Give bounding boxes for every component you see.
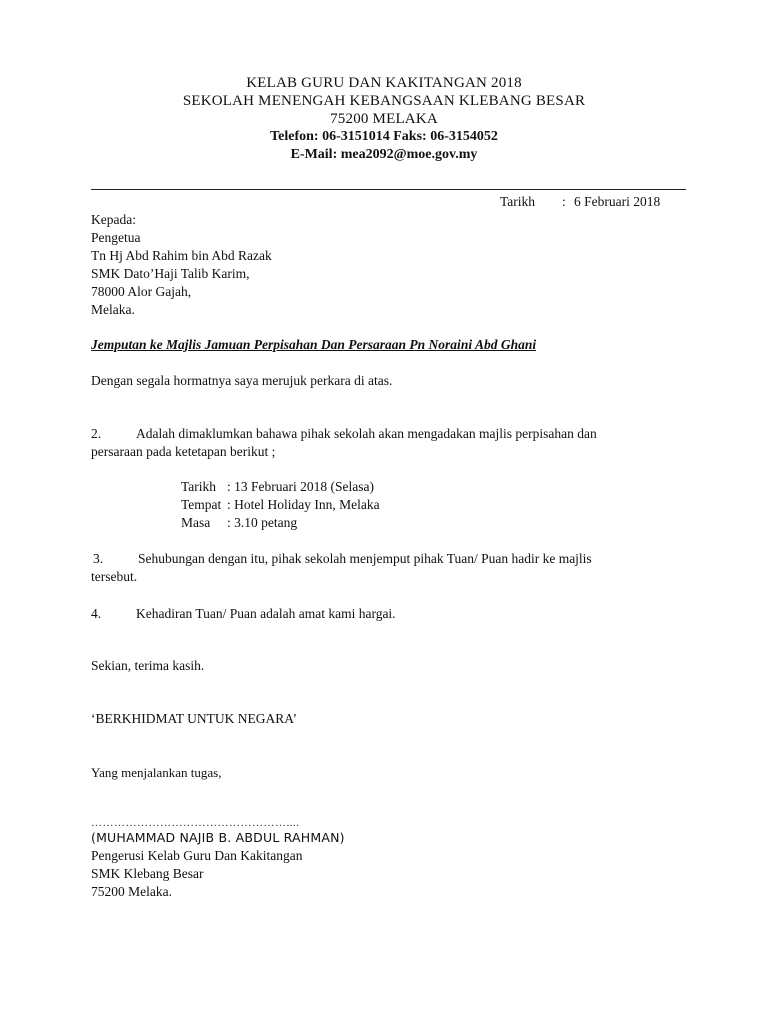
paragraph-3 — [93, 550, 592, 586]
signatory-name: (MUHAMMAD NAJIB B. ABDUL RAHMAN) — [91, 830, 345, 845]
opening-paragraph: Dengan segala hormatnya saya merujuk perkara di atas. — [91, 373, 393, 388]
recipient-line: Tn Hj Abd Rahim bin Abd Razak — [91, 248, 272, 263]
signatory-block — [91, 847, 302, 901]
phone-fax: Telefon: 06-3151014 Faks: 06-3154052 — [270, 129, 498, 144]
recipient-line: 78000 Alor Gajah, — [91, 284, 192, 299]
date-label: Tarikh — [500, 194, 536, 209]
paragraph-text: Adalah dimaklumkan bahawa pihak sekolah akan mengadakan majlis perpisahan dan — [136, 426, 597, 441]
signatory-school: SMK Klebang Besar — [91, 866, 204, 881]
duty-text: Yang menjalankan tugas, — [91, 765, 222, 780]
paragraph-number: 3. — [93, 551, 104, 566]
detail-value: Hotel Holiday Inn, Melaka — [234, 497, 380, 512]
letterhead — [0, 74, 768, 164]
signature-line: …………………………………………….... — [91, 817, 300, 829]
detail-value: 3.10 petang — [234, 515, 298, 530]
detail-row-place — [181, 496, 380, 514]
paragraph-number: 2. — [91, 426, 102, 441]
closing-text: Sekian, terima kasih. — [91, 658, 205, 673]
motto: ‘BERKHIDMAT UNTUK NEGARA’ — [91, 711, 297, 726]
paragraph-text: tersebut. — [91, 569, 138, 584]
paragraph-text: Sehubungan dengan itu, pihak sekolah menjemput pihak Tuan/ Puan hadir ke majlis — [138, 551, 592, 566]
detail-label: Masa — [181, 515, 211, 530]
school-name: SEKOLAH MENENGAH KEBANGSAAN KLEBANG BESAR — [182, 93, 586, 109]
paragraph-text: Kehadiran Tuan/ Puan adalah amat kami hargai. — [136, 606, 396, 621]
paragraph-text: persaraan pada ketetapan berikut ; — [91, 444, 276, 459]
paragraph-number: 4. — [91, 606, 102, 621]
recipient-line: Pengetua — [91, 230, 141, 245]
subject-heading: Jemputan ke Majlis Jamuan Perpisahan Dan Persaraan Pn Noraini Abd Ghani — [91, 337, 537, 352]
detail-separator: : — [227, 479, 235, 494]
signatory-title: Pengerusi Kelab Guru Dan Kakitangan — [91, 848, 303, 863]
paragraph-4 — [91, 605, 396, 623]
detail-label: Tempat — [181, 497, 222, 512]
event-details — [181, 478, 380, 532]
recipient-line: SMK Dato’Haji Talib Karim, — [91, 266, 250, 281]
date-colon: : — [562, 194, 566, 209]
detail-label: Tarikh — [181, 479, 217, 494]
signatory-address: 75200 Melaka. — [91, 884, 172, 899]
header-divider — [91, 189, 686, 190]
detail-row-time — [181, 514, 380, 532]
recipient-block — [91, 211, 272, 319]
detail-row-date — [181, 478, 380, 496]
recipient-line: Melaka. — [91, 302, 135, 317]
date-value: 6 Februari 2018 — [574, 194, 661, 209]
detail-separator: : — [227, 515, 235, 530]
paragraph-2 — [91, 425, 597, 461]
email: E-Mail: mea2092@moe.gov.my — [290, 147, 478, 162]
detail-value: 13 Februari 2018 (Selasa) — [234, 479, 374, 494]
salutation: Kepada: — [91, 212, 136, 227]
club-name: KELAB GURU DAN KAKITANGAN 2018 — [246, 75, 522, 91]
detail-separator: : — [227, 497, 235, 512]
school-postcode: 75200 MELAKA — [330, 111, 438, 127]
